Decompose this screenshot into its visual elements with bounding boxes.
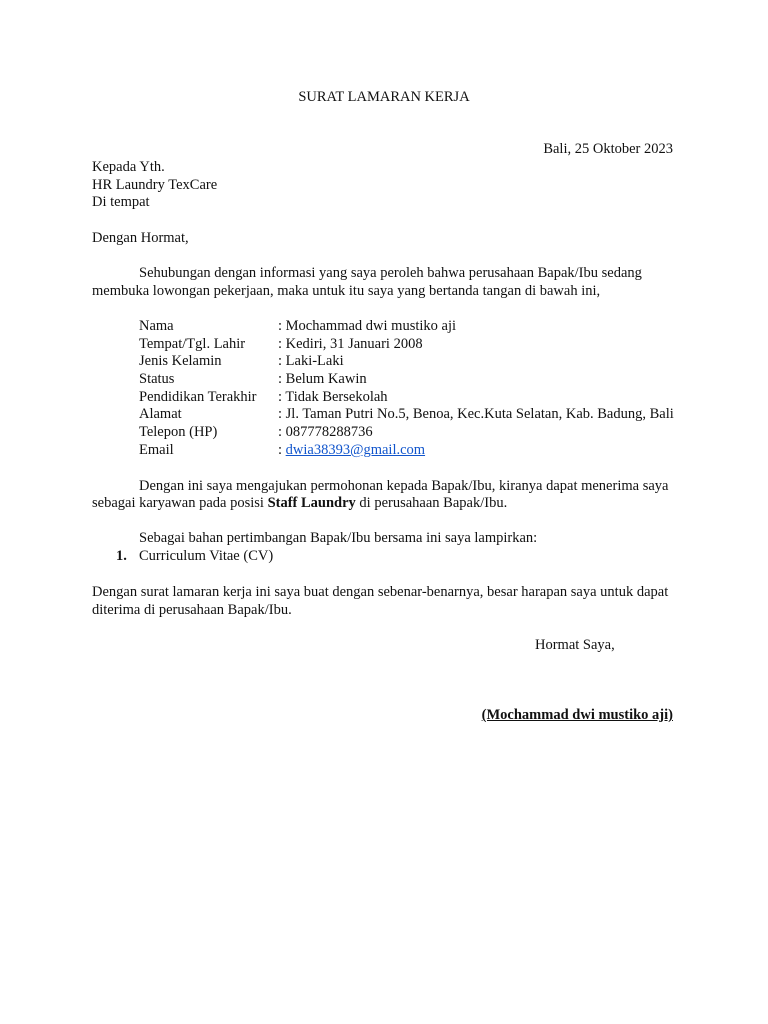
detail-value: : Belum Kawin: [278, 371, 367, 387]
attachment-intro: Sebagai bahan pertimbangan Bapak/Ibu bersama ini saya lampirkan:: [139, 530, 538, 546]
position-name: Staff Laundry: [267, 495, 356, 511]
paragraph-line: diterima di perusahaan Bapak/Ibu.: [92, 602, 292, 618]
recipient-line: Di tempat: [92, 194, 150, 210]
paragraph-line: [92, 494, 507, 512]
detail-value: : Laki-Laki: [278, 353, 344, 369]
detail-label: Nama: [139, 318, 174, 334]
list-number: 1.: [116, 548, 127, 564]
email-row: [278, 441, 425, 459]
detail-label: Jenis Kelamin: [139, 353, 222, 369]
signature-name: (Mochammad dwi mustiko aji): [481, 707, 673, 723]
detail-label: Alamat: [139, 406, 182, 422]
letter-title: SURAT LAMARAN KERJA: [298, 89, 470, 105]
detail-label: Tempat/Tgl. Lahir: [139, 336, 246, 352]
paragraph-line: Dengan surat lamaran kerja ini saya buat dengan sebenar-benarnya, besar harapan saya untuk dapat: [92, 584, 669, 600]
detail-value: : Jl. Taman Putri No.5, Benoa, Kec.Kuta Selatan, Kab. Badung, Bali: [278, 406, 674, 422]
detail-label: Telepon (HP): [139, 424, 218, 440]
detail-label: Email: [139, 442, 174, 458]
detail-value: : Kediri, 31 Januari 2008: [278, 336, 423, 352]
detail-colon: :: [278, 442, 286, 458]
greeting: Dengan Hormat,: [92, 230, 189, 246]
detail-value: : Tidak Bersekolah: [278, 389, 388, 405]
paragraph-line: Dengan ini saya mengajukan permohonan kepada Bapak/Ibu, kiranya dapat menerima saya: [139, 478, 669, 494]
detail-value: : Mochammad dwi mustiko aji: [278, 318, 457, 334]
email-link[interactable]: dwia38393@gmail.com: [285, 442, 426, 458]
recipient-line: HR Laundry TexCare: [92, 177, 218, 193]
paragraph-line: membuka lowongan pekerjaan, maka untuk itu saya yang bertanda tangan di bawah ini,: [92, 283, 601, 299]
detail-label: Pendidikan Terakhir: [139, 389, 257, 405]
paragraph-text: di perusahaan Bapak/Ibu.: [355, 495, 508, 511]
paragraph-line: Sehubungan dengan informasi yang saya peroleh bahwa perusahaan Bapak/Ibu sedang: [139, 265, 642, 281]
detail-value: : 087778288736: [278, 424, 373, 440]
paragraph-text: sebagai karyawan pada posisi: [92, 495, 268, 511]
detail-label: Status: [139, 371, 175, 387]
recipient-line: Kepada Yth.: [92, 159, 165, 175]
list-item: Curriculum Vitae (CV): [139, 548, 274, 564]
letter-date: Bali, 25 Oktober 2023: [543, 141, 673, 157]
sign-off: Hormat Saya,: [535, 637, 615, 653]
